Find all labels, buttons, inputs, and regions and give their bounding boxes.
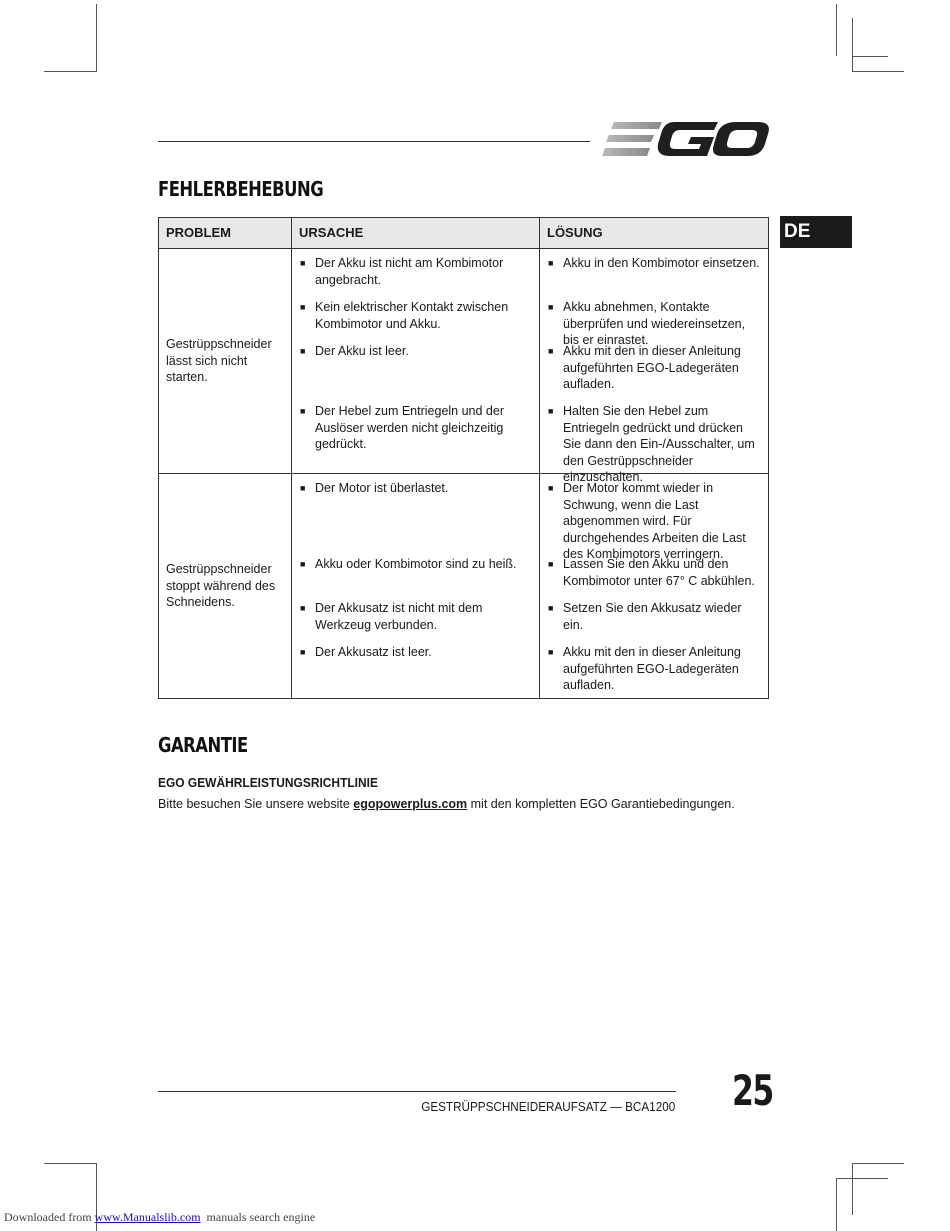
crop-mark bbox=[44, 1163, 96, 1164]
solution-cell bbox=[540, 249, 769, 484]
header-rule bbox=[158, 141, 590, 142]
solution-item: ■ Akku abnehmen, Kontakte überprüfen und wiedereinsetzen, bis er einrastet. bbox=[548, 300, 746, 347]
solution-item: ■ Setzen Sie den Akkusatz wieder ein. bbox=[548, 601, 742, 632]
cause-cell bbox=[292, 249, 540, 474]
cause-item: ■ Der Akku ist leer. bbox=[300, 344, 409, 358]
bullet-icon: ■ bbox=[300, 258, 306, 268]
table-header-row bbox=[159, 218, 769, 249]
bullet-icon: ■ bbox=[548, 302, 554, 312]
bullet-icon: ■ bbox=[548, 483, 554, 493]
language-tab: DE bbox=[780, 216, 852, 248]
column-header-solution: LÖSUNG bbox=[540, 218, 769, 249]
cause-item: ■ Der Akku ist nicht am Kombimotor angebracht. bbox=[300, 256, 504, 287]
bullet-icon: ■ bbox=[300, 406, 306, 416]
solution-item: ■ Akku mit den in dieser Anleitung aufgeführten EGO-Ladegeräten aufladen. bbox=[548, 645, 741, 692]
column-header-problem: PROBLEM bbox=[159, 218, 292, 249]
bullet-icon: ■ bbox=[548, 258, 554, 268]
cause-item: ■ Der Hebel zum Entriegeln und der Auslöser werden nicht gleichzeitig gedrückt. bbox=[300, 404, 504, 451]
warranty-subtitle: EGO GEWÄHRLEISTUNGSRICHTLINIE bbox=[158, 775, 378, 790]
bullet-icon: ■ bbox=[300, 603, 306, 613]
table-row bbox=[159, 474, 769, 699]
warranty-text-before: Bitte besuchen Sie unsere website bbox=[158, 797, 354, 811]
table-row bbox=[159, 249, 769, 474]
crop-mark bbox=[852, 18, 853, 72]
warranty-text-after: mit den kompletten EGO Garantiebedingungen. bbox=[467, 797, 735, 811]
problem-cell: Gestrüppschneider stoppt während des Schneidens. bbox=[159, 474, 292, 699]
warranty-paragraph bbox=[158, 797, 778, 811]
footer-product-name: GESTRÜPPSCHNEIDERAUFSATZ — BCA1200 bbox=[421, 1099, 675, 1114]
solution-cell bbox=[540, 474, 769, 699]
cause-cell bbox=[292, 474, 540, 699]
crop-mark bbox=[836, 4, 837, 56]
troubleshooting-title: FEHLERBEHEBUNG bbox=[158, 177, 324, 201]
solution-item: ■ Akku mit den in dieser Anleitung aufgeführten EGO-Ladegeräten aufladen. bbox=[548, 344, 741, 391]
manualslib-link[interactable]: www.Manualslib.com bbox=[94, 1210, 201, 1224]
download-note-suffix: manuals search engine bbox=[200, 1210, 316, 1224]
crop-mark bbox=[852, 71, 904, 72]
solution-item: ■ Halten Sie den Hebel zum Entriegeln gedrückt und drücken Sie dann den Ein-/Ausschalter, um den Gestrüppschneider einzuschalten. bbox=[548, 404, 755, 484]
crop-mark bbox=[836, 1178, 837, 1231]
crop-mark bbox=[852, 1163, 904, 1164]
problem-cell: Gestrüppschneider lässt sich nicht starten. bbox=[159, 249, 292, 474]
bullet-icon: ■ bbox=[300, 346, 306, 356]
footer-rule bbox=[158, 1091, 676, 1092]
ego-logo bbox=[602, 118, 770, 160]
cause-item: ■ Der Motor ist überlastet. bbox=[300, 481, 449, 495]
crop-mark bbox=[852, 1163, 853, 1215]
solution-item: ■ Der Motor kommt wieder in Schwung, wenn die Last abgenommen wird. Für durchgehendes Arbeiten die Last des Kombimotors verringern. bbox=[548, 481, 746, 561]
page-number: 25 bbox=[732, 1066, 773, 1115]
solution-item: ■ Akku in den Kombimotor einsetzen. bbox=[548, 256, 760, 270]
column-header-cause: URSACHE bbox=[292, 218, 540, 249]
bullet-icon: ■ bbox=[300, 559, 306, 569]
bullet-icon: ■ bbox=[548, 406, 554, 416]
bullet-icon: ■ bbox=[548, 559, 554, 569]
cause-item: ■ Der Akkusatz ist nicht mit dem Werkzeug verbunden. bbox=[300, 601, 483, 632]
troubleshooting-table bbox=[158, 217, 769, 699]
cause-item: ■ Akku oder Kombimotor sind zu heiß. bbox=[300, 557, 517, 571]
crop-mark bbox=[836, 1178, 888, 1179]
warranty-website-link[interactable]: egopowerplus.com bbox=[353, 797, 468, 811]
download-note bbox=[4, 1210, 315, 1225]
cause-item: ■ Kein elektrischer Kontakt zwischen Kombimotor und Akku. bbox=[300, 300, 509, 331]
crop-mark bbox=[96, 4, 97, 72]
bullet-icon: ■ bbox=[300, 483, 306, 493]
bullet-icon: ■ bbox=[548, 647, 554, 657]
bullet-icon: ■ bbox=[300, 647, 306, 657]
solution-item: ■ Lassen Sie den Akku und den Kombimotor unter 67° C abkühlen. bbox=[548, 557, 755, 588]
bullet-icon: ■ bbox=[548, 346, 554, 356]
bullet-icon: ■ bbox=[300, 302, 306, 312]
download-note-prefix: Downloaded from bbox=[4, 1210, 95, 1224]
warranty-title: GARANTIE bbox=[158, 733, 248, 757]
bullet-icon: ■ bbox=[548, 603, 554, 613]
crop-mark bbox=[852, 56, 888, 57]
cause-item: ■ Der Akkusatz ist leer. bbox=[300, 645, 432, 659]
crop-mark bbox=[44, 71, 96, 72]
